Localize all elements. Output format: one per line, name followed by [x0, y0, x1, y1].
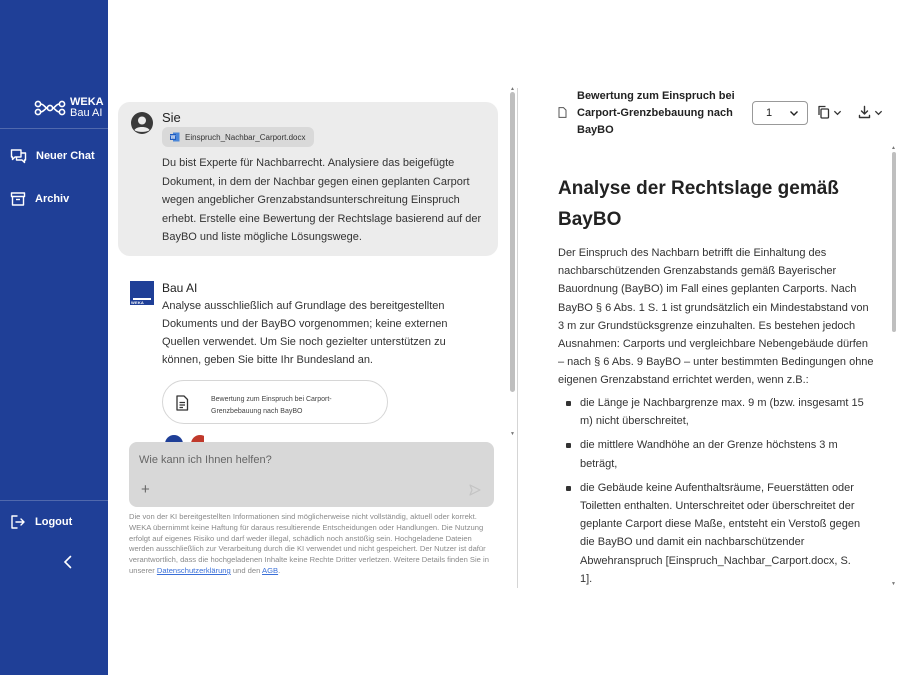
list-item: die Gebäude keine Aufenthaltsräume, Feuerstätten oder Toiletten enthalten. Unterschreitet oder überschreitet der geplante Carport diese Maße, entsteht ein Verstoß gegen die BayBO und damit ein nachbarschützender Abwehranspruch [Einspruch_Nachbar_Carport.docx, S. 1]. [566, 479, 866, 588]
sidebar [0, 0, 108, 675]
generated-document-card[interactable] [162, 380, 388, 424]
document-card-title: Bewertung zum Einspruch bei Carport-Grenzbebauung nach BayBO [211, 396, 332, 415]
sidebar-item-new-chat[interactable] [10, 148, 95, 164]
document-paragraph: Der Einspruch des Nachbarn betrifft die Einhaltung des nachbarschützenden Grenzabstands gemäß Bayerischer Bauordnung (BayBO) im Fall eines geplanten Carports. Nach BayBO § 6 Abs. 1 S. 1 ist grundsätzlich ein Mindestabstand von 3 m zur Grundstücksgrenze einzuhalten. Es bestehen jedoch Ausnahmen: Carports und vergleichbare Nebengebäude dürfen – nach § 6 Abs. 9 BayBO – unter bestimmten Bedingungen ohne eigenen Grenzabstand errichtet werden, wenn z.B.: [558, 247, 874, 387]
chevron-down-icon [874, 108, 883, 117]
logout-label: Logout [35, 516, 73, 528]
document-title: Bewertung zum Einspruch bei Carport-Grenzbebauung nach BayBO [577, 90, 735, 136]
copy-button[interactable] [817, 105, 842, 119]
sidebar-item-archive[interactable] [10, 191, 69, 207]
document-scroll-up-icon[interactable]: ▲ [891, 145, 896, 151]
logout-icon [10, 514, 26, 530]
document-icon [175, 395, 189, 411]
logo-subtitle: Bau AI [70, 107, 103, 119]
user-name: Sie [162, 110, 181, 125]
logout-button[interactable] [10, 514, 72, 530]
logo-text [70, 97, 104, 119]
archive-box-icon [10, 191, 26, 207]
sidebar-divider [0, 128, 108, 129]
bot-name: Bau AI [162, 281, 198, 295]
add-attachment-button[interactable]: + [141, 481, 150, 498]
document-scrollbar[interactable] [892, 152, 896, 332]
document-list [566, 394, 866, 594]
disclaimer-text [129, 512, 494, 577]
document-heading: Analyse der Rechtslage gemäß BayBO [558, 178, 839, 230]
chevron-down-icon [833, 108, 842, 117]
response-action-icons[interactable] [164, 434, 204, 442]
chat-bubbles-icon [10, 148, 27, 164]
page-select-value: 1 [766, 107, 773, 119]
user-avatar-icon [130, 111, 154, 135]
disclaimer-and: und den [232, 565, 261, 575]
chat-scroll-up-icon[interactable]: ▲ [510, 86, 515, 92]
chat-panel [108, 0, 518, 675]
svg-text:W: W [170, 135, 176, 141]
disclaimer-body: Die von der KI bereitgestellten Informationen sind möglicherweise nicht vollständig, aktuell oder korrekt. WEKA übernimmt keine Haftung für daraus resultierende Entscheidungen oder Handlungen. Die Nutzung erfolgt auf eigenes Risiko und darf weder illegal, schädlich noch anstößig sein. Hochgeladene Dateien werden ausschließlich zur Verarbeitung durch die KI verwendet und nicht gespeichert. Der Nutzer ist dafür verantwortlich, dass die hochgeladenen Inhalte keine Rechte Dritter verletzen. Weitere Details finden Sie in unserer [129, 512, 489, 575]
message-input-box [129, 442, 494, 507]
collapse-sidebar-button[interactable] [62, 555, 74, 574]
send-icon[interactable] [469, 484, 481, 496]
weka-bau-ai-logo[interactable] [34, 97, 104, 119]
user-message [118, 102, 498, 256]
message-input[interactable] [139, 450, 469, 470]
download-icon [858, 105, 871, 119]
user-message-text: Du bist Experte für Nachbarrecht. Analysiere das beigefügte Dokument, in dem der Nachbar gegen einen geplanten Carport wegen angeblicher Grenzabstandsunterschreitung Einspruch erhebt. Erstelle eine Bewertung der Rechtslage basierend auf der BayBO und liste mögliche Lösungswege. [162, 157, 482, 243]
page-select[interactable] [752, 101, 808, 125]
copy-icon [817, 105, 830, 119]
attachment-chip[interactable] [162, 127, 314, 147]
chat-scrollbar[interactable] [510, 92, 515, 392]
avatar-weka-mark: WEKA [131, 300, 145, 305]
chat-scroll-down-icon[interactable]: ▼ [510, 431, 515, 437]
privacy-policy-link[interactable]: Datenschutzerklärung [156, 565, 231, 575]
attachment-filename: Einspruch_Nachbar_Carport.docx [185, 132, 306, 142]
chevron-left-icon [62, 555, 74, 569]
chevron-down-icon [789, 108, 799, 118]
network-logo-icon [34, 98, 66, 118]
download-button[interactable] [858, 105, 883, 119]
logo-title: WEKA [70, 96, 104, 108]
list-item: die mittlere Wandhöhe an der Grenze höchstens 3 m beträgt, [566, 436, 866, 472]
document-file-icon [558, 107, 567, 118]
document-scroll-down-icon[interactable]: ▼ [891, 581, 896, 587]
document-panel [518, 0, 900, 675]
sidebar-divider [0, 500, 108, 501]
archive-label: Archiv [35, 193, 70, 205]
bau-ai-avatar [130, 281, 154, 305]
disclaimer-end: . [278, 565, 281, 575]
word-file-icon [170, 132, 180, 142]
list-item: die Länge je Nachbargrenze max. 9 m (bzw. insgesamt 15 m) nicht überschreitet, [566, 394, 866, 430]
new-chat-label: Neuer Chat [36, 150, 95, 162]
bot-message-text: Analyse ausschließlich auf Grundlage des bereitgestellten Dokuments und der BayBO vorgenommen; keine externen Quellen verwendet. Um Sie noch gezielter unterstützen zu können, geben Sie bitte Ihr Bundesland an. [162, 300, 448, 366]
terms-link[interactable]: AGB [262, 565, 279, 575]
